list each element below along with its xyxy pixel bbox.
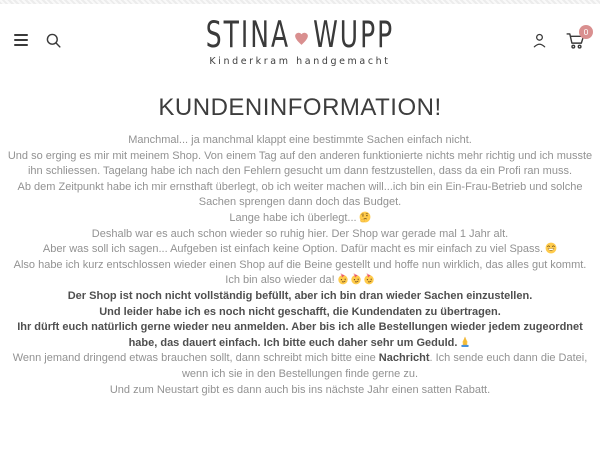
thinking-face-emoji <box>359 211 371 223</box>
brand-name-first: STINA <box>205 12 291 56</box>
folded-hands-emoji <box>459 336 471 348</box>
info-line: Und so erging es mir mit meinem Shop. Von einem Tag auf den anderen funktionierte nichts mehr richtig und ich musste ihn schliessen. Tagelang habe ich nach den Fehlern gesucht um dann festzustellen, dass da ein Profi ran muss. <box>7 149 593 178</box>
partying-face-emoji <box>350 273 362 285</box>
info-line: Der Shop ist noch nicht vollständig befüllt, aber ich bin dran wieder Sachen einzustellen. <box>67 289 533 302</box>
info-line: Lange habe ich überlegt... <box>4 211 596 227</box>
brand-tagline: Kinderkram handgemacht <box>209 56 391 67</box>
partying-face-emoji <box>363 273 375 285</box>
info-line: Aber was soll ich sagen... Aufgeben ist einfach keine Option. Dafür macht es mir einfach zu viel Spass. <box>4 242 596 258</box>
info-line: Und zum Neustart gibt es dann auch bis ins nächste Jahr einen satten Rabatt. <box>109 383 491 396</box>
hamburger-menu-button[interactable] <box>14 34 28 46</box>
info-line: Manchmal... ja manchmal klappt eine bestimmte Sachen einfach nicht. <box>128 134 472 146</box>
info-line: Ich bin also wieder da! <box>4 273 596 289</box>
account-button[interactable] <box>530 31 549 50</box>
search-icon <box>44 31 63 50</box>
info-line: Wenn jemand dringend etwas brauchen sollt, dann schreibt mich bitte eine Nachricht. Ich sende euch dann die Datei, wenn ich sie in den Bestellungen finde gerne zu. <box>12 352 588 380</box>
info-line: Und leider habe ich es noch nicht geschafft, die Kundendaten zu übertragen. <box>99 305 501 318</box>
account-icon <box>530 31 549 50</box>
info-line: Deshalb war es auch schon wieder so ruhig hier. Der Shop war gerade mal 1 Jahr alt. <box>91 227 509 240</box>
partying-face-emoji <box>337 273 349 285</box>
hamburger-menu-icon <box>14 34 28 46</box>
grinning-face-emoji <box>545 242 557 254</box>
brand-name-second: WUPP <box>313 12 395 56</box>
highlighted-word: Nachricht <box>378 352 430 365</box>
main-content <box>0 94 600 398</box>
info-line: Also habe ich kurz entschlossen wieder einen Shop auf die Beine gestellt und hoffe nun wirklich, das alles gut kommt. <box>13 258 587 271</box>
customer-information-text <box>4 133 596 398</box>
site-header <box>0 4 600 80</box>
info-line: Ab dem Zeitpunkt habe ich mir ernsthaft überlegt, ob ich weiter machen will...ich bin ein Ein-Frau-Betrieb und solche Sachen sprengen dann doch das Budget. <box>17 180 583 209</box>
brand-logo[interactable] <box>206 13 395 67</box>
info-line: Ihr dürft euch natürlich gerne wieder neu anmelden. Aber bis ich alle Bestellungen wieder jedem zugeordnet habe, das dauert einfach. Ich bitte euch daher sehr um Geduld. <box>17 321 583 349</box>
heart-icon <box>293 30 310 47</box>
cart-count-badge: 0 <box>579 25 593 39</box>
search-button[interactable] <box>44 31 63 50</box>
page-title: KUNDENINFORMATION! <box>158 94 442 121</box>
cart-button[interactable] <box>565 26 589 51</box>
